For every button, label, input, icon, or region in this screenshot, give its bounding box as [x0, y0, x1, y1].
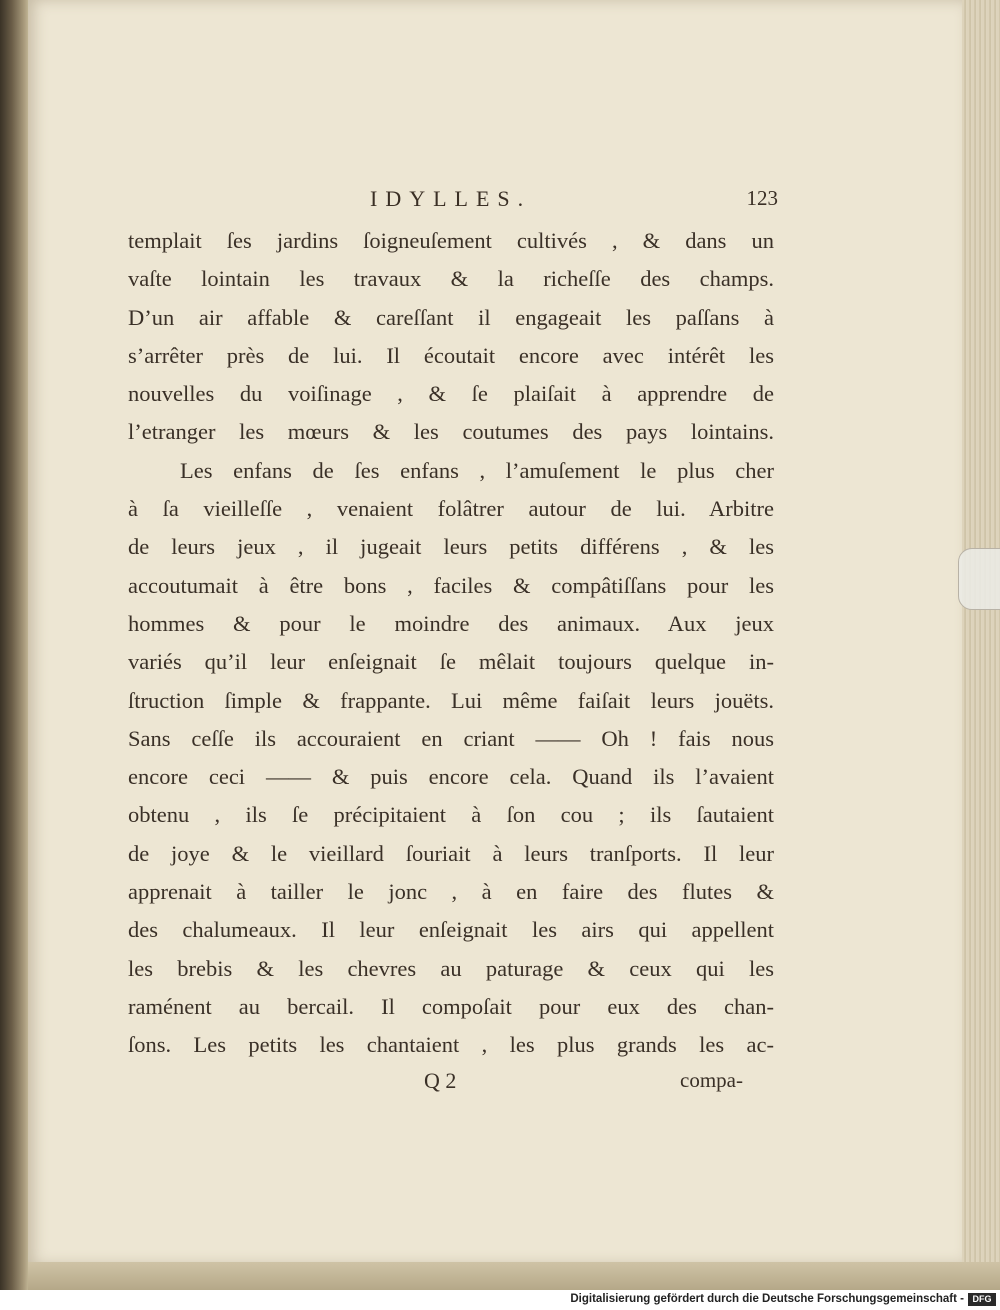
running-head-title: IDYLLES.: [370, 186, 532, 211]
footer-bar: [0, 1290, 1000, 1310]
text-line: hommes & pour le moindre des animaux. Aux jeux: [128, 610, 774, 636]
text-line: apprenait à tailler le jonc , à en faire des flutes &: [128, 879, 774, 905]
page-edges: [962, 0, 1000, 1262]
bookmark-tab: [958, 548, 1000, 610]
catchword: compa-: [680, 1068, 743, 1092]
text-line: de joye & le vieillard ſouriait à leurs tranſports. Il leur: [128, 840, 774, 866]
dfg-logo: DFG: [968, 1293, 996, 1306]
text-line: des chalumeaux. Il leur enſeignait les airs qui appellent: [128, 917, 774, 943]
page-edges-bottom: [28, 1262, 1000, 1290]
text-line: raménent au bercail. Il compoſait pour eux des chan-: [128, 993, 774, 1019]
text-line: l’etranger les mœurs & les coutumes des pays lointains.: [128, 419, 774, 445]
signature-mark: Q 2: [424, 1068, 457, 1093]
text-line: de leurs jeux , il jugeait leurs petits différens , & les: [128, 534, 774, 560]
text-line: vaſte lointain les travaux & la richeſſe des champs.: [128, 266, 774, 292]
text-line: ſons. Les petits les chantaient , les plus grands les ac-: [128, 1032, 774, 1058]
text-line: les brebis & les chevres au paturage & ceux qui les: [128, 955, 774, 981]
running-head: [128, 186, 778, 216]
text-line: Les enfans de ſes enfans , l’amuſement le plus cher: [180, 457, 774, 483]
text-line: obtenu , ils ſe précipitaient à ſon cou ; ils ſautaient: [128, 802, 774, 828]
text-line: s’arrêter près de lui. Il écoutait encore avec intérêt les: [128, 342, 774, 368]
page-number: 123: [746, 186, 778, 210]
text-line: accoutumait à être bons , faciles & compâtiſſans pour les: [128, 572, 774, 598]
text-line: à ſa vieilleſſe , venaient folâtrer autour de lui. Arbitre: [128, 496, 774, 522]
text-line: Sans ceſſe ils accouraient en criant —— Oh ! fais nous: [128, 725, 774, 751]
text-line: templait ſes jardins ſoigneuſement cultivés , & dans un: [128, 228, 774, 253]
text-line: encore ceci —— & puis encore cela. Quand ils l’avaient: [128, 764, 774, 790]
text-line: nouvelles du voiſinage , & ſe plaiſait à apprendre de: [128, 381, 774, 407]
footer-credit: Digitalisierung gefördert durch die Deutsche Forschungsgemeinschaft -: [570, 1293, 964, 1305]
text-line: variés qu’il leur enſeignait ſe mêlait toujours quelque in-: [128, 649, 774, 675]
text-line: D’un air affable & careſſant il engageait les paſſans à: [128, 304, 774, 330]
text-line: ſtruction ſimple & frappante. Lui même faiſait leurs jouëts.: [128, 687, 774, 713]
body-text: [128, 222, 774, 1065]
book-spine: [0, 0, 30, 1290]
